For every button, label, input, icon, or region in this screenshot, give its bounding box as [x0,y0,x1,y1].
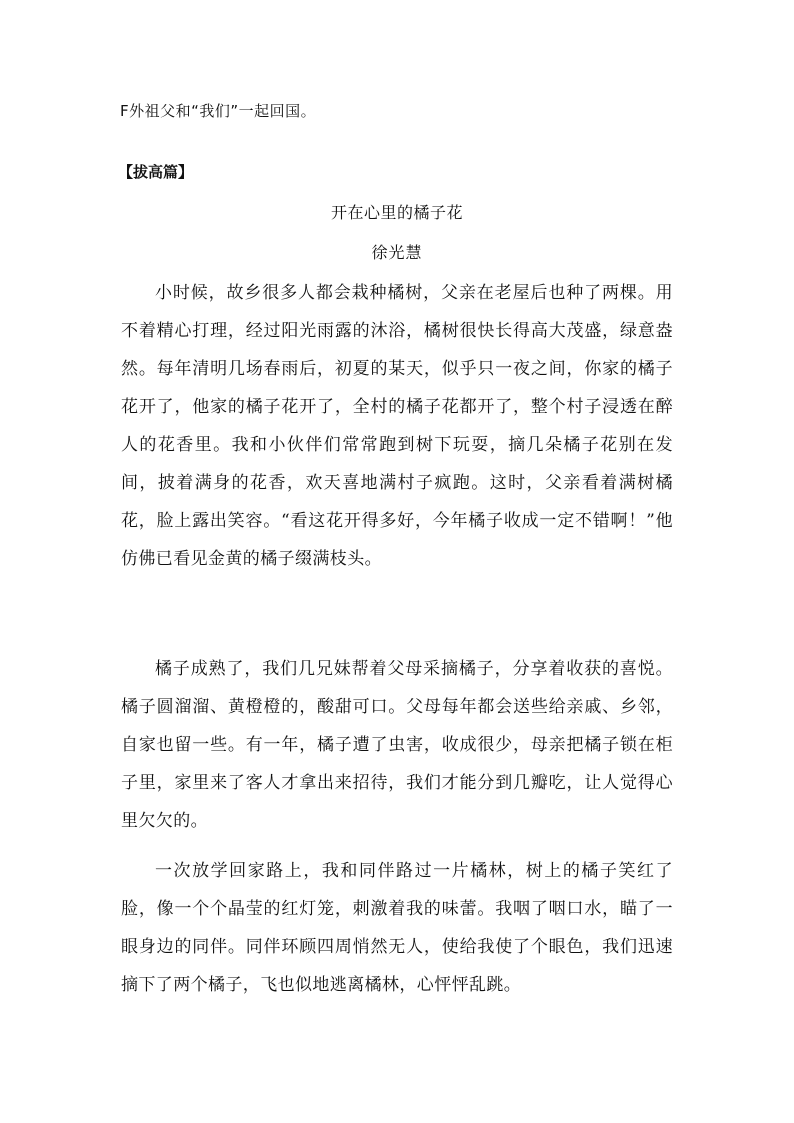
previous-text-line: F外祖父和“我们”一起回国。 [120,102,317,120]
paragraph-2: 橘子成熟了，我们几兄妹帮着父母采摘橘子，分享着收获的喜悦。橘子圆溜溜、黄橙橙的，酸甜可口。父母每年都会送些给亲戚、乡邻，自家也留一些。有一年，橘子遭了虫害，收成很少，母亲把橘子锁在柜子里，家里来了客人才拿出来招待，我们才能分到几瓣吃，让人觉得心里欠欠的。 [121,659,673,831]
article-author: 徐光慧 [371,243,423,262]
section-label: 【拔高篇】 [118,163,194,181]
paragraph-3: 一次放学回家路上，我和同伴路过一片橘林，树上的橘子笑红了脸，像一个个晶莹的红灯笼，刺激着我的味蕾。我咽了咽口水，瞄了一眼身边的同伴。同伴环顾四周悄然无人，使给我使了个眼色，我们迅速摘下了两个橘子，飞也似地逃离橘林，心怦怦乱跳。 [121,861,673,995]
paragraph-1: 小时候，故乡很多人都会栽种橘树，父亲在老屋后也种了两棵。用不着精心打理，经过阳光雨露的沐浴，橘树很快长得高大茂盛，绿意盎然。每年清明几场春雨后，初夏的某天，似乎只一夜之间，你家的橘子花开了，他家的橘子花开了，全村的橘子花都开了，整个村子浸透在醉人的花香里。我和小伙伴们常常跑到树下玩耍，摘几朵橘子花别在发间，披着满身的花香，欢天喜地满村子疯跑。这时，父亲看着满树橘花，脸上露出笑容。“看这花开得多好，今年橘子收成一定不错啊！”他仿佛已看见金黄的橘子缀满枝头。 [121,283,673,569]
article-title: 开在心里的橘子花 [330,203,463,222]
